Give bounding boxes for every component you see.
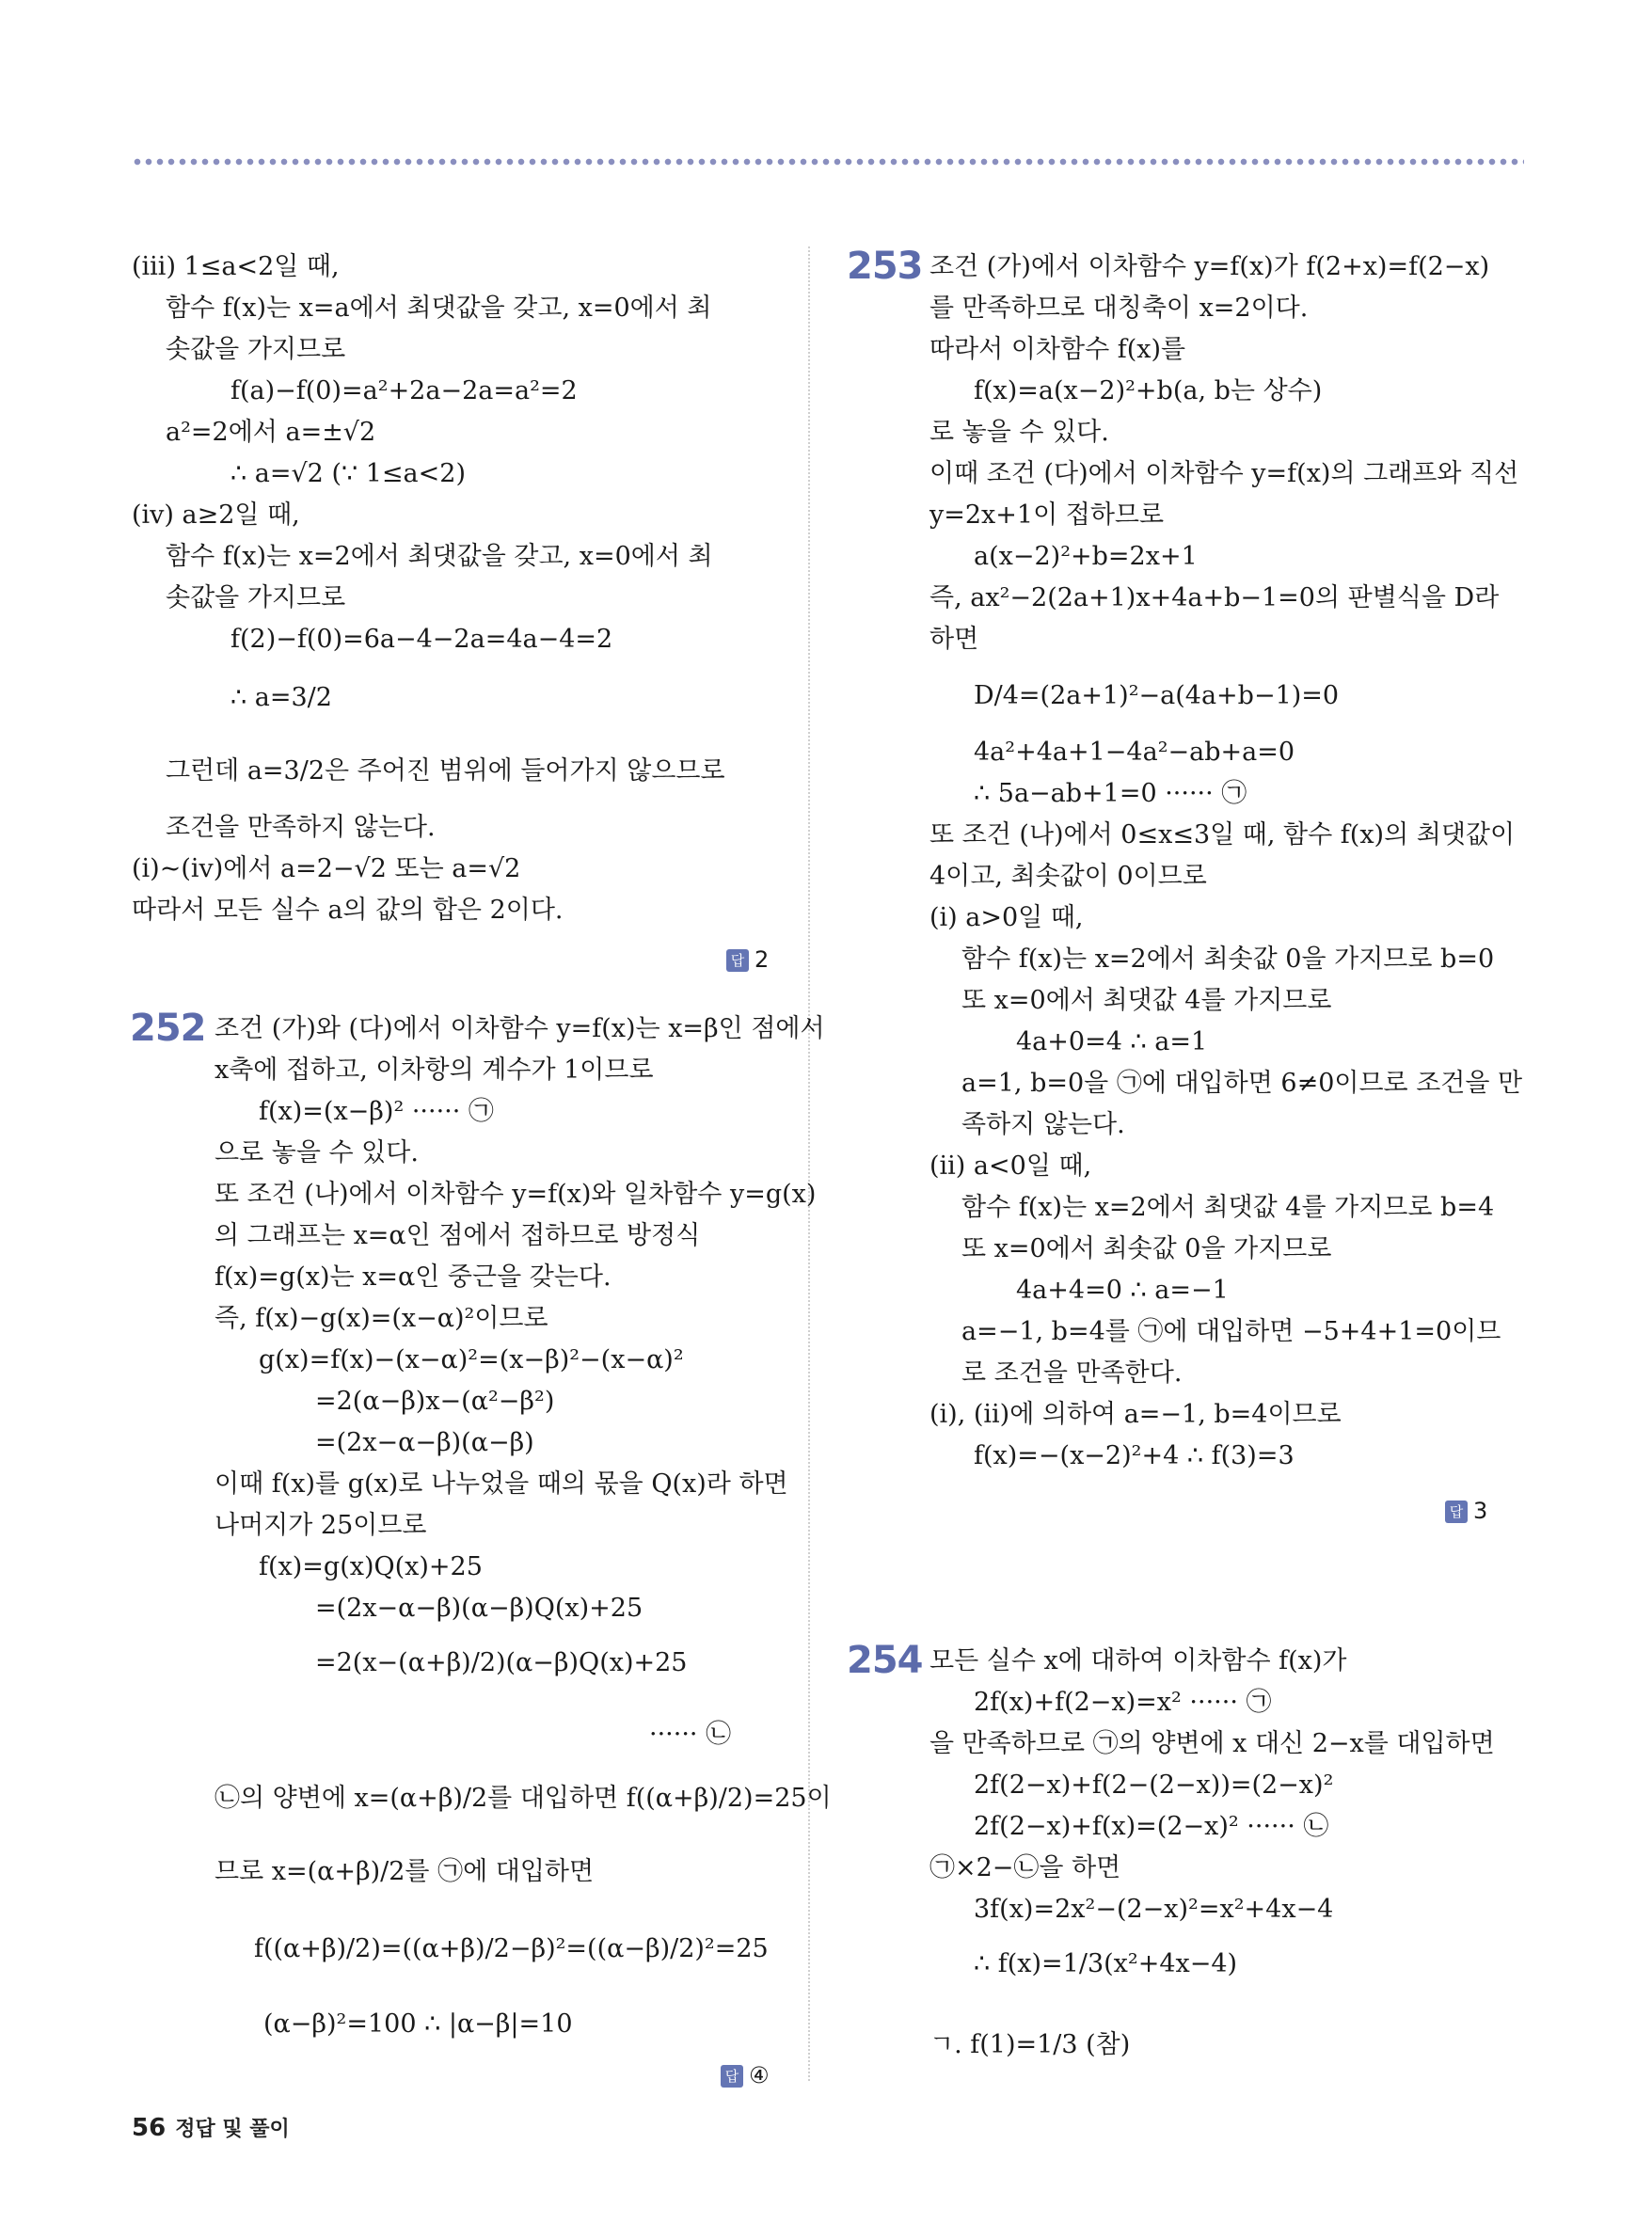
solution-line: 으로 놓을 수 있다. <box>214 1138 419 1167</box>
equation-line: 2f(2−x)+f(x)=(2−x)² ······ ㉡ <box>974 1812 1329 1841</box>
equation-line: 4a+0=4 ∴ a=1 <box>1016 1027 1208 1056</box>
solution-line: y=2x+1이 접하므로 <box>929 500 1165 530</box>
solution-line: 솟값을 가지므로 <box>166 335 346 364</box>
solution-line: 그런데 a=3/2은 주어진 범위에 들어가지 않으므로 <box>166 756 725 786</box>
equation-line: ∴ a=√2 (∵ 1≤a<2) <box>230 459 466 488</box>
problem-number: 253 <box>847 245 923 288</box>
equation-line: =(2x−α−β)(α−β) <box>315 1428 534 1457</box>
solution-line: 또 조건 (나)에서 이차함수 y=f(x)와 일차함수 y=g(x) <box>214 1180 817 1209</box>
solution-line: 조건 (가)와 (다)에서 이차함수 y=f(x)는 x=β인 점에서 <box>214 1014 825 1043</box>
solution-line: (i) a>0일 때, <box>929 903 1084 932</box>
equation-line: a(x−2)²+b=2x+1 <box>974 542 1198 571</box>
equation-line: f(2)−f(0)=6a−4−2a=4a−4=2 <box>230 625 613 654</box>
answer-box <box>721 2062 770 2088</box>
solution-line: 함수 f(x)는 x=2에서 최솟값 0을 가지므로 b=0 <box>961 945 1495 974</box>
answer-box <box>1445 1498 1487 1524</box>
solution-line: f(x)=g(x)는 x=α인 중근을 갖는다. <box>214 1262 612 1292</box>
solution-line: 즉, f(x)−g(x)=(x−α)²이므로 <box>214 1304 548 1333</box>
equation-line: =(2x−α−β)(α−β)Q(x)+25 <box>315 1594 643 1623</box>
answer-value: ④ <box>749 2062 770 2088</box>
answer-tag: 답 <box>726 949 749 972</box>
solution-line: 함수 f(x)는 x=2에서 최댓값 4를 가지므로 b=4 <box>961 1193 1495 1222</box>
solution-line: 또 조건 (나)에서 0≤x≤3일 때, 함수 f(x)의 최댓값이 <box>929 820 1516 850</box>
equation-line: (α−β)²=100 ∴ |α−β|=10 <box>263 2009 573 2039</box>
solution-line: 조건을 만족하지 않는다. <box>166 813 436 842</box>
equation-line: f(a)−f(0)=a²+2a−2a=a²=2 <box>230 376 578 405</box>
answer-value: 2 <box>755 946 770 973</box>
solution-line: 또 x=0에서 최솟값 0을 가지므로 <box>961 1234 1332 1263</box>
solution-line: a=1, b=0을 ㉠에 대입하면 6≠0이므로 조건을 만 <box>961 1069 1523 1098</box>
solution-line: ㉡의 양변에 x=(α+β)/2를 대입하면 f((α+β)/2)=25이 <box>214 1784 832 1813</box>
solution-line: 하면 <box>929 625 979 654</box>
equation-line: f(x)=a(x−2)²+b(a, b는 상수) <box>974 376 1323 405</box>
equation-line: 4a²+4a+1−4a²−ab+a=0 <box>974 738 1295 767</box>
equation-line: D/4=(2a+1)²−a(4a+b−1)=0 <box>974 681 1340 710</box>
answer-tag: 답 <box>1445 1501 1468 1523</box>
solution-line: 로 놓을 수 있다. <box>929 418 1109 447</box>
problem-number: 252 <box>130 1007 206 1050</box>
equation-line: 4a+4=0 ∴ a=−1 <box>1016 1276 1229 1305</box>
solution-line: 의 그래프는 x=α인 점에서 접하므로 방정식 <box>214 1221 701 1250</box>
solution-line: (i)~(iv)에서 a=2−√2 또는 a=√2 <box>132 854 521 883</box>
header-dotted-rule <box>132 158 1524 166</box>
solution-line: (iv) a≥2일 때, <box>132 500 300 530</box>
solution-line: 모든 실수 x에 대하여 이차함수 f(x)가 <box>929 1646 1347 1675</box>
equation-line: 2f(2−x)+f(2−(2−x))=(2−x)² <box>974 1770 1334 1800</box>
answer-tag: 답 <box>721 2065 743 2088</box>
solution-line: ㄱ. f(1)=1/3 (참) <box>929 2030 1131 2059</box>
solution-line: 함수 f(x)는 x=2에서 최댓값을 갖고, x=0에서 최 <box>166 542 713 571</box>
answer-box <box>726 946 769 973</box>
solution-line: (ii) a<0일 때, <box>929 1151 1092 1181</box>
solution-line: 므로 x=(α+β)/2를 ㉠에 대입하면 <box>214 1857 595 1886</box>
equation-line: f(x)=g(x)Q(x)+25 <box>259 1552 483 1581</box>
solution-line: 을 만족하므로 ㉠의 양변에 x 대신 2−x를 대입하면 <box>929 1729 1495 1758</box>
solution-line: 이때 조건 (다)에서 이차함수 y=f(x)의 그래프와 직선 <box>929 459 1519 488</box>
solution-line: (iii) 1≤a<2일 때, <box>132 252 340 281</box>
solution-line: 를 만족하므로 대칭축이 x=2이다. <box>929 294 1309 323</box>
solution-line: 족하지 않는다. <box>961 1110 1125 1139</box>
answer-value: 3 <box>1473 1498 1488 1524</box>
solution-line: 솟값을 가지므로 <box>166 583 346 612</box>
equation-line: 3f(x)=2x²−(2−x)²=x²+4x−4 <box>974 1895 1334 1924</box>
equation-line: ∴ 5a−ab+1=0 ······ ㉠ <box>974 779 1247 808</box>
equation-line: a²=2에서 a=±√2 <box>166 418 376 447</box>
solution-line: a=−1, b=4를 ㉠에 대입하면 −5+4+1=0이므 <box>961 1317 1501 1346</box>
page-footer <box>132 2113 290 2142</box>
solution-line: 따라서 모든 실수 a의 값의 합은 2이다. <box>132 896 564 925</box>
footer-title: 정답 및 풀이 <box>175 2118 290 2141</box>
equation-line: g(x)=f(x)−(x−α)²=(x−β)²−(x−α)² <box>259 1345 684 1374</box>
equation-tag: ······ ㉡ <box>649 1720 732 1749</box>
solution-line: 이때 f(x)를 g(x)로 나누었을 때의 몫을 Q(x)라 하면 <box>214 1469 788 1499</box>
equation-line: ∴ a=3/2 <box>230 683 332 712</box>
solution-line: 즉, ax²−2(2a+1)x+4a+b−1=0의 판별식을 D라 <box>929 583 1500 612</box>
page-number: 56 <box>132 2114 167 2142</box>
solution-line: 로 조건을 만족한다. <box>961 1358 1183 1388</box>
solution-line: 4이고, 최솟값이 0이므로 <box>929 862 1207 891</box>
solution-line: (i), (ii)에 의하여 a=−1, b=4이므로 <box>929 1400 1342 1429</box>
equation-line: =2(x−(α+β)/2)(α−β)Q(x)+25 <box>315 1648 688 1677</box>
problem-number: 254 <box>847 1639 923 1682</box>
equation-line: 2f(x)+f(2−x)=x² ······ ㉠ <box>974 1688 1272 1717</box>
equation-line: ∴ f(x)=1/3(x²+4x−4) <box>974 1949 1238 1978</box>
equation-line: f(x)=−(x−2)²+4 ∴ f(3)=3 <box>974 1441 1295 1470</box>
solution-line: ㉠×2−㉡을 하면 <box>929 1853 1121 1882</box>
solution-line: 함수 f(x)는 x=a에서 최댓값을 갖고, x=0에서 최 <box>166 294 712 323</box>
equation-line: f(x)=(x−β)² ······ ㉠ <box>259 1097 494 1126</box>
solution-line: 또 x=0에서 최댓값 4를 가지므로 <box>961 986 1332 1015</box>
solution-line: x축에 접하고, 이차항의 계수가 1이므로 <box>214 1056 654 1085</box>
solution-line: 나머지가 25이므로 <box>214 1511 427 1540</box>
equation-line: f((α+β)/2)=((α+β)/2−β)²=((α−β)/2)²=25 <box>254 1934 769 1963</box>
solution-line: 조건 (가)에서 이차함수 y=f(x)가 f(2+x)=f(2−x) <box>929 252 1490 281</box>
solution-line: 따라서 이차함수 f(x)를 <box>929 335 1186 364</box>
equation-line: =2(α−β)x−(α²−β²) <box>315 1387 555 1416</box>
